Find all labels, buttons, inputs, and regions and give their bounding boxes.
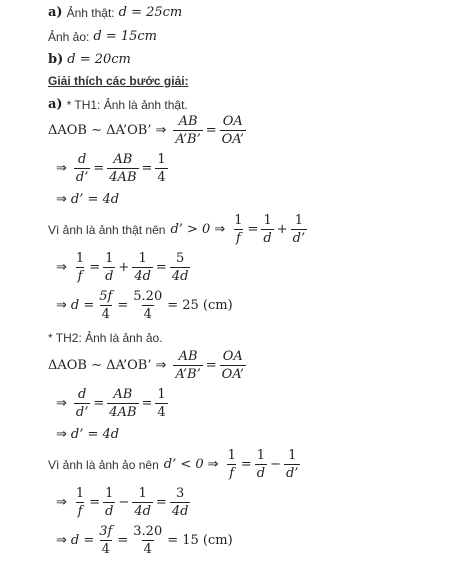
equals: = <box>155 495 167 510</box>
fraction: $\frac{AB}{A’B’}$ <box>175 349 201 382</box>
fraction: $\frac{OA}{OA’}$ <box>221 114 244 147</box>
fraction: $\frac{1}{d}$ <box>105 251 114 284</box>
condition-math: d’ < 0 <box>163 457 204 472</box>
answer-value: d = 25cm <box>118 5 183 20</box>
lens-formula-case1 <box>48 214 310 245</box>
minus: − <box>270 457 281 472</box>
answer-part-b <box>48 52 131 67</box>
implies-symbol: ⇒ <box>56 298 67 313</box>
implies-symbol: ⇒ <box>56 495 67 510</box>
condition-text: Vì ảnh là ảnh ảo nên <box>48 457 159 472</box>
fraction: $\frac{5f}{4}$ <box>99 289 113 322</box>
fraction: $\frac{1}{4}$ <box>157 387 166 420</box>
fraction: $\frac{3f}{4}$ <box>99 524 113 557</box>
fraction: $\frac{AB}{4AB}$ <box>109 152 137 185</box>
result-case1 <box>52 290 233 321</box>
answer-value: d = 15cm <box>93 29 158 44</box>
part-label: a) <box>48 5 63 20</box>
equation: d’ = 4d <box>70 192 120 207</box>
implies-symbol: ⇒ <box>207 457 219 472</box>
answer-virtual-image <box>48 29 157 44</box>
fraction: $\frac{5.20}{4}$ <box>133 289 163 322</box>
fraction: $\frac{1}{d}$ <box>263 213 272 246</box>
fraction: $\frac{5}{4d}$ <box>171 251 189 284</box>
implies-symbol: ⇒ <box>56 192 67 207</box>
part-label: a) <box>48 97 63 112</box>
result-value: = 15 (cm) <box>167 533 233 548</box>
fraction: $\frac{AB}{A’B’}$ <box>175 114 201 147</box>
fraction: $\frac{3}{4d}$ <box>171 486 189 519</box>
equals: = <box>93 161 105 176</box>
implies-symbol: ⇒ <box>56 396 67 411</box>
minus: − <box>118 495 130 510</box>
ratio-eq-2 <box>52 388 171 419</box>
fraction: $\frac{d}{d’}$ <box>75 152 89 185</box>
heading-text: Giải thích các bước giải: <box>48 74 189 88</box>
fraction: $\frac{1}{d’}$ <box>285 448 299 481</box>
lens-diff-case2 <box>52 487 193 518</box>
implies-symbol: ⇒ <box>155 123 167 138</box>
equals: = <box>93 396 105 411</box>
similar-triangles-eq-1 <box>48 115 249 146</box>
result-case2 <box>52 525 233 556</box>
implies-symbol: ⇒ <box>56 427 67 442</box>
fraction: $\frac{3.20}{4}$ <box>133 524 163 557</box>
fraction: $\frac{1}{d}$ <box>105 486 114 519</box>
case-title-text: * TH2: Ảnh là ảnh ảo. <box>48 331 163 345</box>
equals: = <box>247 222 259 237</box>
equals: = <box>117 533 129 548</box>
equals: = <box>155 260 167 275</box>
result-d-prime-2 <box>52 427 119 442</box>
ratio-eq-1 <box>52 153 171 184</box>
fraction: $\frac{1}{4}$ <box>157 152 166 185</box>
equals: = <box>205 358 217 373</box>
condition-math: d’ > 0 <box>170 222 211 237</box>
fraction: $\frac{1}{4d}$ <box>134 251 151 284</box>
implies-symbol: ⇒ <box>56 533 67 548</box>
fraction: $\frac{1}{f}$ <box>75 486 85 519</box>
equation: d’ = 4d <box>70 427 120 442</box>
implies-symbol: ⇒ <box>155 358 167 373</box>
fraction: $\frac{1}{f}$ <box>75 251 85 284</box>
case-title-text: * TH1: Ảnh là ảnh thật. <box>66 97 188 112</box>
implies-symbol: ⇒ <box>214 222 226 237</box>
part-label: b) <box>48 52 64 67</box>
plus: + <box>276 222 288 237</box>
lens-sum-case1 <box>52 252 193 283</box>
implies-symbol: ⇒ <box>56 161 67 176</box>
plus: + <box>118 260 130 275</box>
answer-label: Ảnh thật: <box>66 5 115 20</box>
d-equals: d = <box>70 298 95 313</box>
equals: = <box>89 495 101 510</box>
fraction: $\frac{1}{f}$ <box>227 448 236 481</box>
fraction: $\frac{d}{d’}$ <box>75 387 89 420</box>
fraction: $\frac{1}{d}$ <box>256 448 266 481</box>
result-value: = 25 (cm) <box>167 298 233 313</box>
equals: = <box>205 123 217 138</box>
similar-triangles-eq-2 <box>48 350 249 381</box>
fraction: $\frac{AB}{4AB}$ <box>109 387 137 420</box>
implies-symbol: ⇒ <box>56 260 67 275</box>
answer-real-image <box>48 5 182 20</box>
fraction: $\frac{1}{4d}$ <box>134 486 151 519</box>
equals: = <box>141 161 153 176</box>
answer-value: d = 20cm <box>67 52 131 67</box>
d-equals: d = <box>70 533 95 548</box>
equals: = <box>89 260 101 275</box>
lens-formula-case2 <box>48 449 303 480</box>
similar-triangles: ΔAOB ∼ ΔA’OB’ <box>48 358 152 373</box>
equals: = <box>141 396 153 411</box>
fraction: $\frac{1}{d’}$ <box>292 213 306 246</box>
case2-title <box>48 331 163 345</box>
fraction: $\frac{OA}{OA’}$ <box>221 349 244 382</box>
answer-label: Ảnh ảo: <box>48 29 90 44</box>
fraction: $\frac{1}{f}$ <box>234 213 243 246</box>
explanation-heading <box>48 74 189 88</box>
similar-triangles: ΔAOB ∼ ΔA’OB’ <box>48 123 152 138</box>
equals: = <box>117 298 129 313</box>
result-d-prime-1 <box>52 192 119 207</box>
equals: = <box>240 457 252 472</box>
condition-text: Vì ảnh là ảnh thật nên <box>48 222 166 237</box>
case1-title <box>48 97 188 112</box>
